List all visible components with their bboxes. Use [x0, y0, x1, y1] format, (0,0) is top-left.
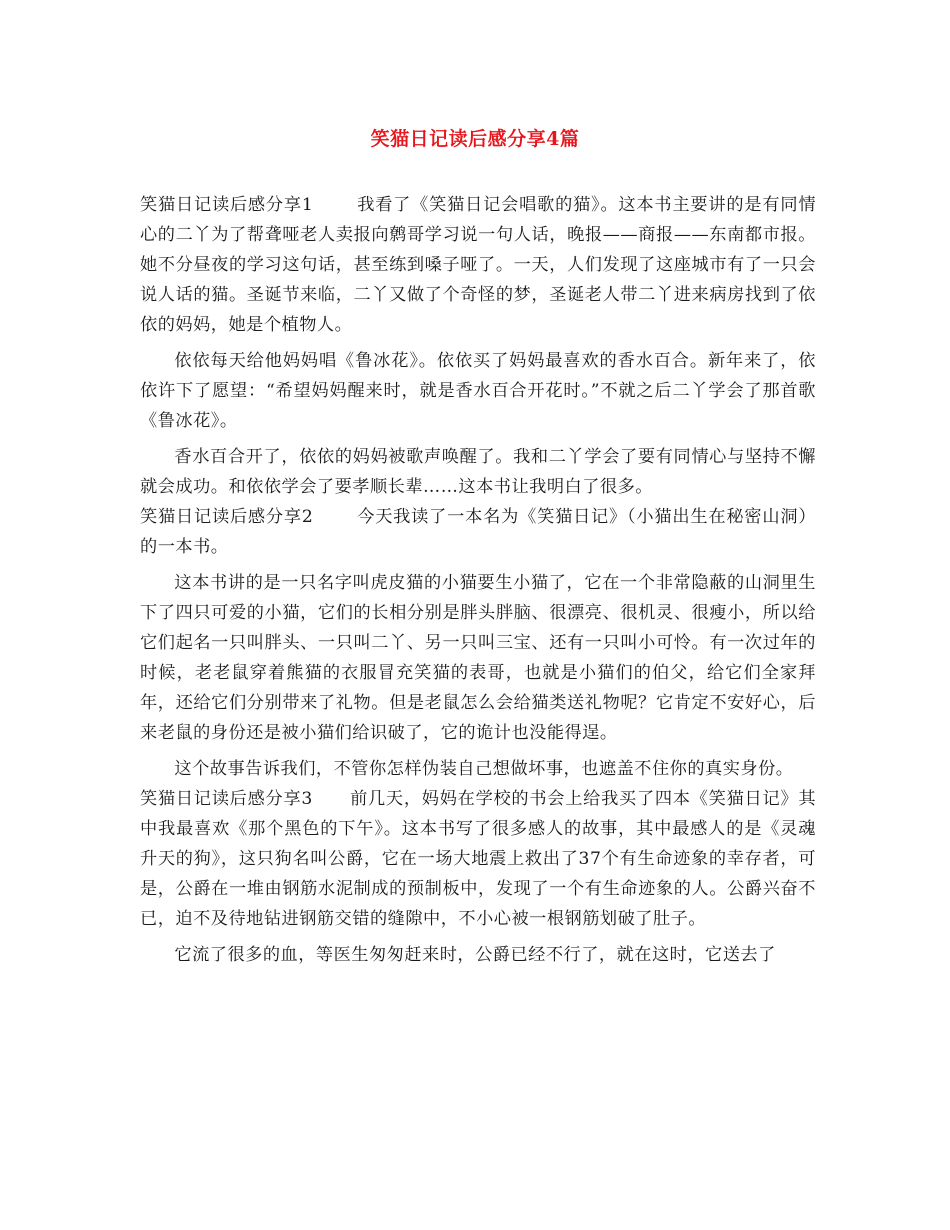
paragraph-4 [140, 502, 816, 562]
paragraph-2: 依依每天给他妈妈唱《鲁冰花》。依依买了妈妈最喜欢的香水百合。新年来了，依依许下了愿望：“希望妈妈醒来时，就是香水百合开花时。”不就之后二丫学会了那首歌《鲁冰花》。 [140, 351, 816, 431]
paragraph-7-text: 前几天，妈妈在学校的书会上给我买了四本《笑猫日记》其中我最喜欢《那个黑色的下午》。这本书写了很多感人的故事，其中最感人的是《灵魂升天的狗》，这只狗名叫公爵，它在一场大地震上救出了37个有生命迹象的幸存者，可是，公爵在一堆由钢筋水泥制成的预制板中，发现了一个有生命迹象的人。公爵兴奋不已，迫不及待地钻进钢筋交错的缝隙中，不小心被一根钢筋划破了肚子。 [140, 789, 817, 929]
paragraph-1 [140, 190, 816, 340]
paragraph-8: 它流了很多的血，等医生匆匆赶来时，公爵已经不行了，就在这时，它送去了 [174, 945, 776, 965]
paragraph-6: 这个故事告诉我们，不管你怎样伪装自己想做坏事，也遮盖不住你的真实身份。 [174, 759, 794, 779]
paragraph-4-text: 今天我读了一本名为《笑猫日记》（小猫出生在秘密山洞）的一本书。 [140, 507, 817, 557]
section-heading-3: 笑猫日记读后感分享3 [140, 789, 313, 809]
document-body [140, 190, 816, 970]
paragraph-1-text: 我看了《笑猫日记会唱歌的猫》。这本书主要讲的是有同情心的二丫为了帮聋哑老人卖报向鹩哥学习说一句人话，晚报——商报——东南都市报。她不分昼夜的学习这句话，甚至练到嗓子哑了。一天，人们发现了这座城市有了一只会说人话的猫。圣诞节来临，二丫又做了个奇怪的梦，圣诞老人带二丫进来病房找到了依依的妈妈，她是个植物人。 [140, 195, 817, 335]
section-heading-1: 笑猫日记读后感分享1 [140, 195, 314, 215]
document-title: 笑猫日记读后感分享4篇 [370, 128, 580, 150]
paragraph-3: 香水百合开了，依依的妈妈被歌声唤醒了。我和二丫学会了要有同情心与坚持不懈就会成功。和依依学会了要孝顺长辈……这本书让我明白了很多。 [140, 447, 816, 497]
section-heading-2: 笑猫日记读后感分享2 [140, 507, 314, 527]
paragraph-7 [140, 784, 816, 934]
paragraph-5: 这本书讲的是一只名字叫虎皮猫的小猫要生小猫了，它在一个非常隐蔽的山洞里生下了四只可爱的小猫，它们的长相分别是胖头胖脑、很漂亮、很机灵、很瘦小，所以给它们起名一只叫胖头、一只叫二丫、另一只叫三宝、还有一只叫小可怜。有一次过年的时候，老老鼠穿着熊猫的衣服冒充笑猫的表哥，也就是小猫们的伯父，给它们全家拜年，还给它们分别带来了礼物。但是老鼠怎么会给猫类送礼物呢？它肯定不安好心，后来老鼠的身份还是被小猫们给识破了，它的诡计也没能得逞。 [140, 573, 816, 743]
